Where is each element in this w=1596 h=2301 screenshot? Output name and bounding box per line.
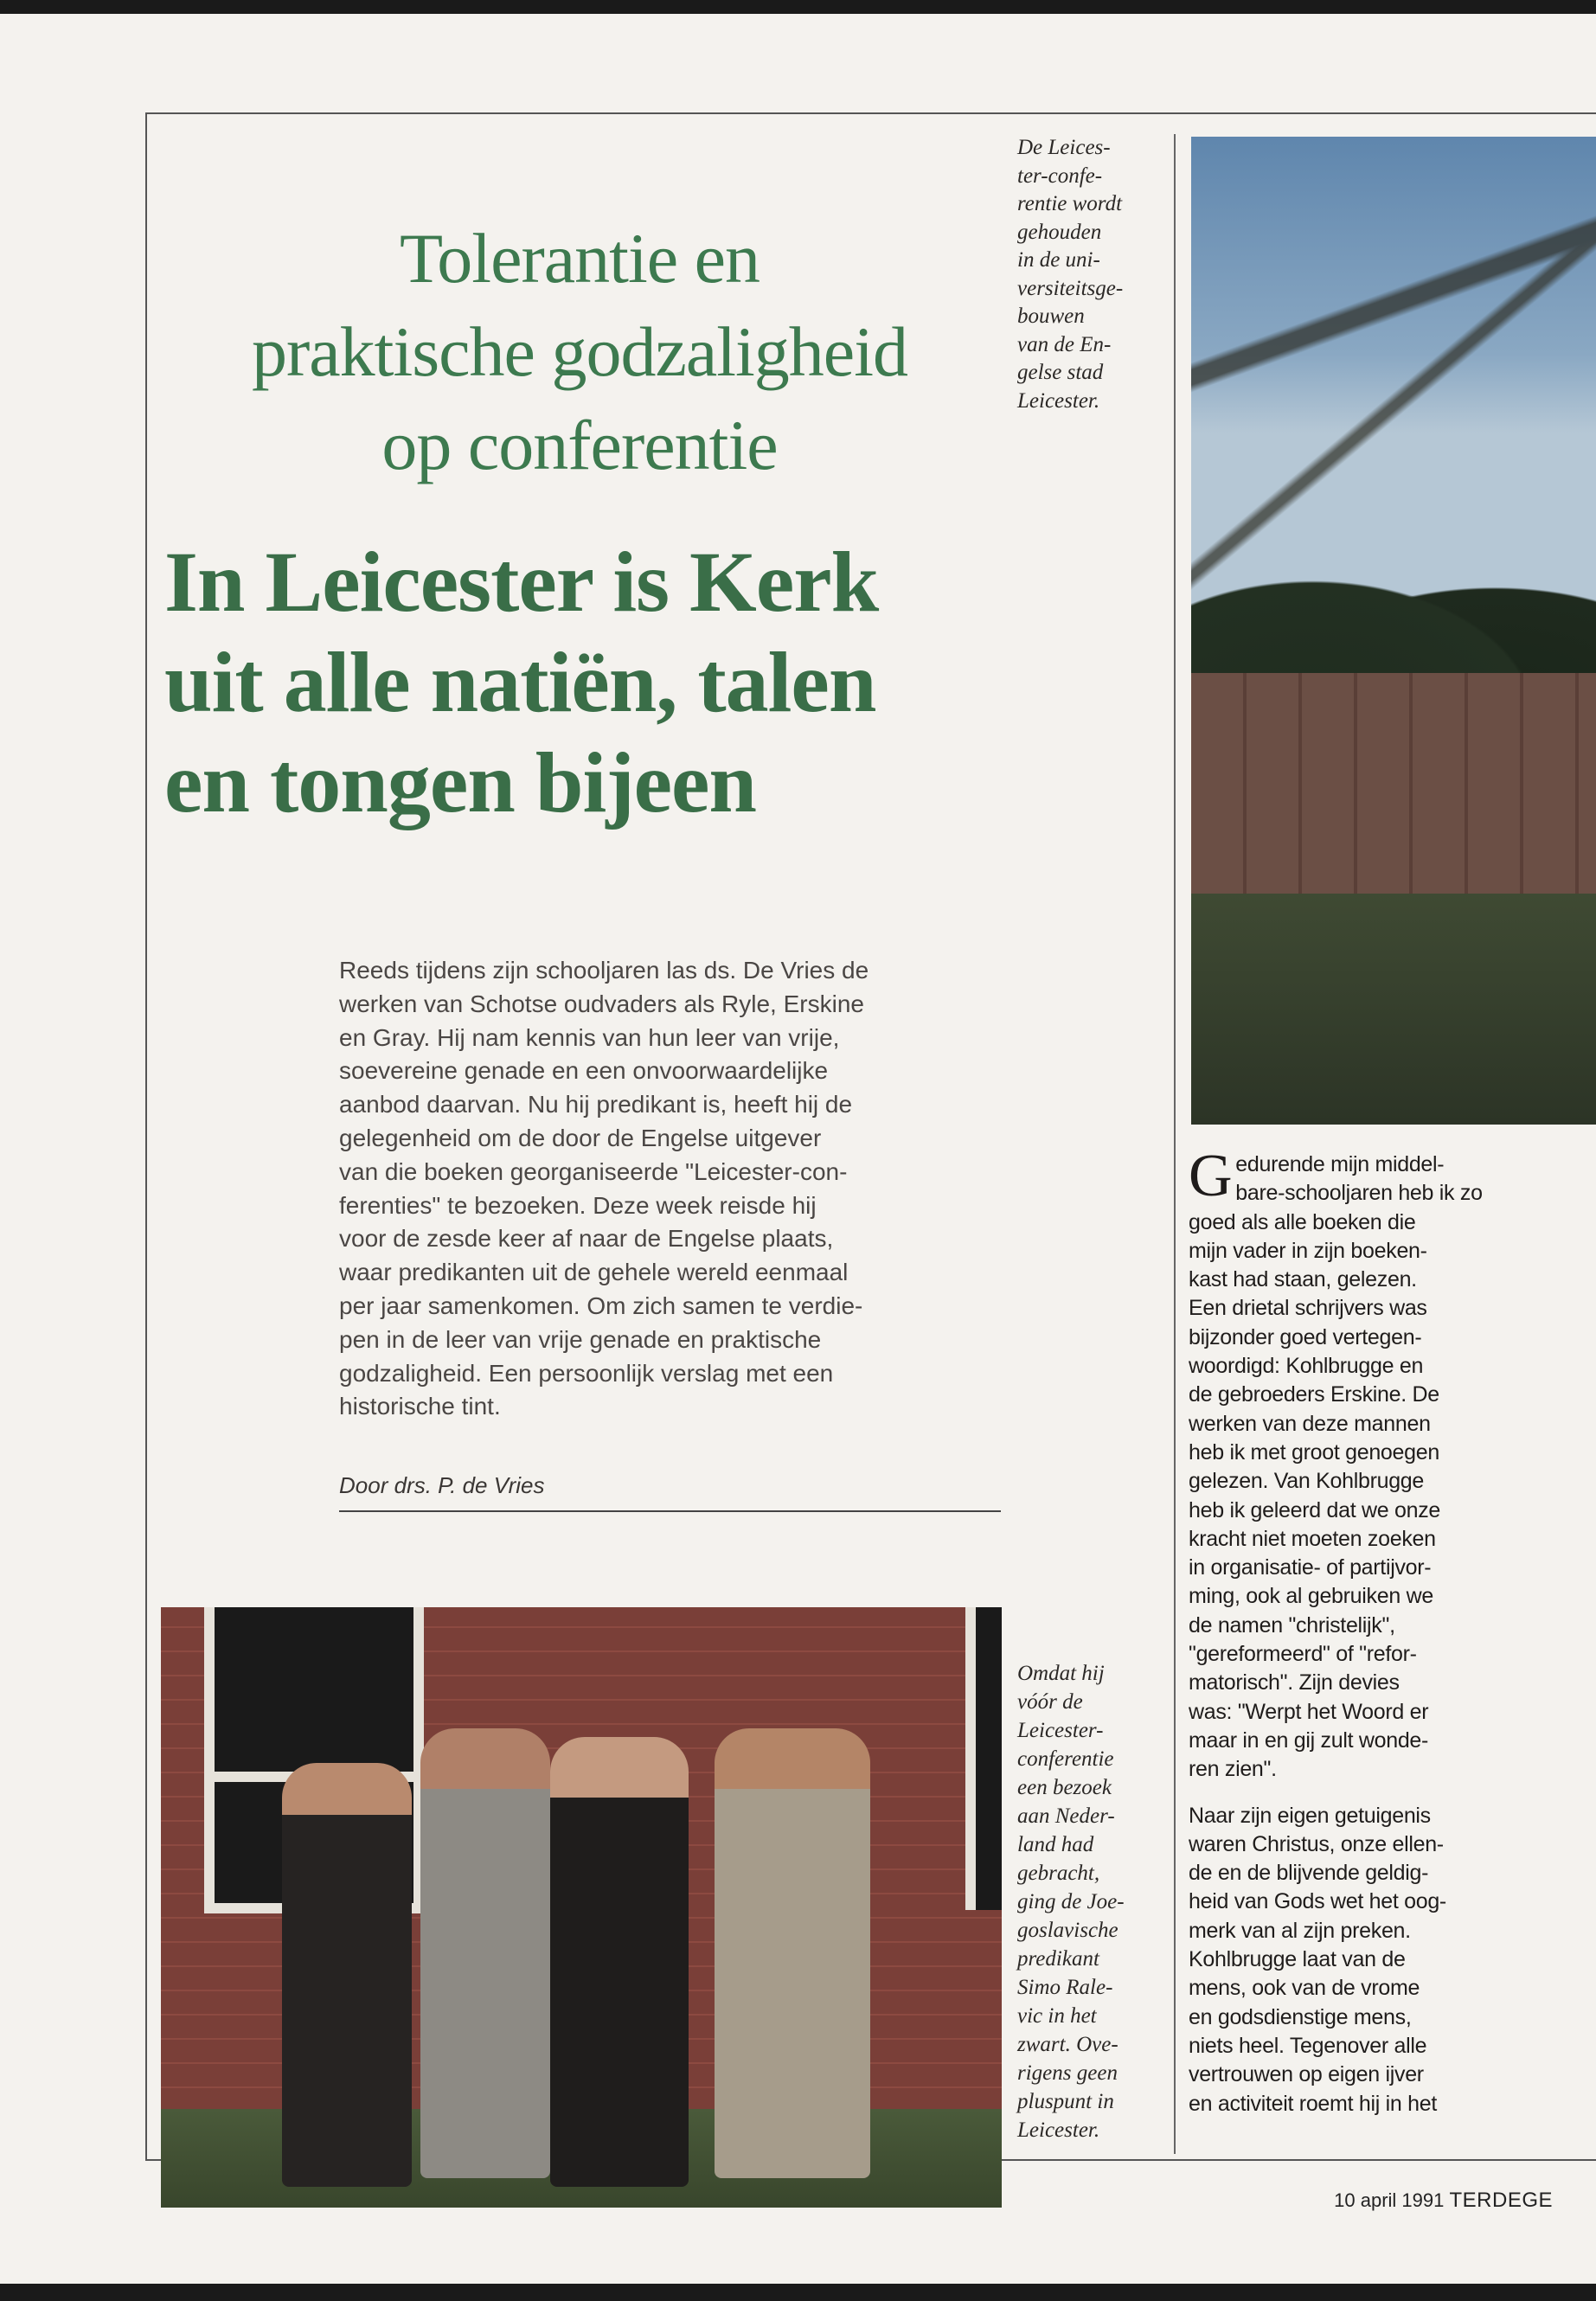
photo-person <box>420 1728 550 2178</box>
body-line: kast had staan, gelezen. <box>1189 1267 1417 1292</box>
intro-line: waar predikanten uit de gehele wereld eenmaal <box>339 1259 849 1286</box>
magazine-name: TERDEGE <box>1449 2189 1553 2212</box>
intro-line: historische tint. <box>339 1393 501 1420</box>
headline-line: In Leicester is Kerk <box>164 534 879 630</box>
intro-line: pen in de leer van vrije genade en praktische <box>339 1325 822 1353</box>
caption-line: aan Neder- <box>1017 1804 1115 1828</box>
building-photo-caption <box>1017 134 1164 415</box>
title-line: op conferentie <box>381 406 778 484</box>
caption-line: in de uni- <box>1017 248 1100 272</box>
caption-line: een bezoek <box>1017 1776 1112 1799</box>
body-line: heb ik geleerd dat we onze <box>1189 1497 1441 1522</box>
caption-line: pluspunt in <box>1017 2090 1114 2113</box>
caption-line: vóór de <box>1017 1690 1083 1714</box>
caption-line: rentie wordt <box>1017 192 1123 215</box>
caption-line: versiteitsge- <box>1017 276 1124 300</box>
body-line: was: "Werpt het Woord er <box>1189 1699 1429 1724</box>
body-line: "gereformeerd" of "refor- <box>1189 1642 1417 1667</box>
photo-person <box>550 1737 689 2187</box>
body-line: gelezen. Van Kohlbrugge <box>1189 1469 1425 1494</box>
title-line: praktische godzaligheid <box>251 312 907 391</box>
intro-line: werken van Schotse oudvaders als Ryle, Erskine <box>339 990 864 1017</box>
body-line: Naar zijn eigen getuigenis <box>1189 1803 1431 1828</box>
article-intro <box>339 954 979 1424</box>
body-line: edurende mijn middel- <box>1235 1152 1445 1176</box>
intro-line: ferenties" te bezoeken. Deze week reisde hij <box>339 1191 817 1219</box>
intro-line: per jaar samenkomen. Om zich samen te verdie- <box>339 1292 863 1319</box>
intro-line: gelegenheid om de door de Engelse uitgever <box>339 1124 822 1151</box>
caption-line: van de En- <box>1017 332 1112 356</box>
body-line: werken van deze mannen <box>1189 1411 1431 1436</box>
caption-line: Simo Rale- <box>1017 1976 1113 1999</box>
body-line: woordigd: Kohlbrugge en <box>1189 1354 1424 1379</box>
headline-line: uit alle natiën, talen <box>164 634 876 730</box>
caption-line: land had <box>1017 1833 1094 1856</box>
body-line: ren zien". <box>1189 1757 1277 1782</box>
body-line: de en de blijvende geldig- <box>1189 1861 1429 1886</box>
intro-line: aanbod daarvan. Nu hij predikant is, heeft hij de <box>339 1091 853 1118</box>
headline-line: en tongen bijeen <box>164 734 756 830</box>
caption-line: ter-confe- <box>1017 163 1103 188</box>
caption-line: Leicester- <box>1017 1719 1104 1742</box>
photo-person <box>715 1728 870 2178</box>
title-line: Tolerantie en <box>399 219 760 298</box>
caption-line: Leicester. <box>1017 2118 1100 2142</box>
intro-line: voor de zesde keer af naar de Engelse plaats, <box>339 1225 834 1253</box>
body-line: matorisch". Zijn devies <box>1189 1670 1400 1695</box>
body-line: heid van Gods wet het oog- <box>1189 1889 1446 1914</box>
photo-lawn <box>1191 894 1596 1125</box>
body-line: waren Christus, onze ellen- <box>1189 1831 1444 1856</box>
body-line: Kohlbrugge laat van de <box>1189 1947 1406 1972</box>
photo-branches <box>1191 137 1596 742</box>
photo-person <box>282 1763 412 2187</box>
intro-line: soevereine genade en een onvoorwaardelijke <box>339 1057 829 1085</box>
body-line: en activiteit roemt hij in het <box>1189 2091 1437 2116</box>
group-photo <box>161 1607 1002 2208</box>
body-line: niets heel. Tegenover alle <box>1189 2033 1427 2058</box>
byline: Door drs. P. de Vries <box>339 1472 545 1498</box>
body-line: Een drietal schrijvers was <box>1189 1296 1427 1321</box>
caption-line: bouwen <box>1017 304 1085 328</box>
body-line: de namen "christelijk", <box>1189 1612 1395 1638</box>
drop-cap: G <box>1189 1143 1233 1209</box>
body-line: goed als alle boeken die <box>1189 1209 1416 1234</box>
body-line: bare-schooljaren heb ik zo <box>1235 1181 1483 1206</box>
body-line: mens, ook van de vrome <box>1189 1976 1420 2001</box>
scan-top-edge <box>0 0 1596 14</box>
article-headline <box>164 532 1029 833</box>
caption-line: vic in het <box>1017 2004 1097 2028</box>
caption-line: rigens geen <box>1017 2061 1118 2085</box>
column-rule <box>1174 134 1176 2154</box>
byline-rule <box>339 1510 1001 1512</box>
university-building-photo <box>1191 137 1596 1125</box>
caption-line: Omdat hij <box>1017 1662 1105 1685</box>
frame-top-rule <box>147 112 1596 114</box>
scan-bottom-edge <box>0 2284 1596 2301</box>
caption-line: predikant <box>1017 1947 1099 1971</box>
article-body-column <box>1189 1143 1502 2136</box>
body-paragraph <box>1189 1143 1502 1785</box>
caption-line: gehouden <box>1017 220 1102 244</box>
body-line: maar in en gij zult wonde- <box>1189 1727 1429 1753</box>
intro-line: en Gray. Hij nam kennis van hun leer van vrije, <box>339 1023 840 1051</box>
body-line: vertrouwen op eigen ijver <box>1189 2062 1424 2087</box>
body-line: heb ik met groot genoegen <box>1189 1439 1439 1465</box>
photo-window <box>965 1607 1002 1910</box>
body-line: mijn vader in zijn boeken- <box>1189 1238 1427 1263</box>
body-paragraph <box>1189 1802 1502 2118</box>
caption-line: gelse stad <box>1017 361 1104 384</box>
caption-line: De Leices- <box>1017 136 1111 159</box>
body-line: merk van al zijn preken. <box>1189 1918 1411 1943</box>
caption-line: Leicester. <box>1017 388 1100 413</box>
group-photo-caption <box>1017 1659 1164 2144</box>
intro-line: van die boeken georganiseerde "Leicester-con- <box>339 1157 848 1185</box>
body-line: in organisatie- of partijvor- <box>1189 1555 1432 1580</box>
page-footer <box>1267 2189 1553 2213</box>
body-line: en godsdienstige mens, <box>1189 2004 1412 2029</box>
issue-date: 10 april 1991 <box>1334 2189 1445 2211</box>
body-line: bijzonder goed vertegen- <box>1189 1324 1422 1349</box>
intro-line: godzaligheid. Een persoonlijk verslag met een <box>339 1359 834 1387</box>
intro-line: Reeds tijdens zijn schooljaren las ds. De Vries de <box>339 957 869 984</box>
frame-left-rule <box>145 112 147 2161</box>
body-line: de gebroeders Erskine. De <box>1189 1382 1439 1407</box>
caption-line: gebracht, <box>1017 1862 1100 1885</box>
caption-line: ging de Joe- <box>1017 1890 1125 1913</box>
article-title <box>156 212 1003 492</box>
body-line: kracht niet moeten zoeken <box>1189 1526 1436 1551</box>
caption-line: goslavische <box>1017 1919 1118 1942</box>
caption-line: conferentie <box>1017 1747 1114 1771</box>
body-line: ming, ook al gebruiken we <box>1189 1584 1433 1609</box>
caption-line: zwart. Ove- <box>1017 2033 1118 2056</box>
